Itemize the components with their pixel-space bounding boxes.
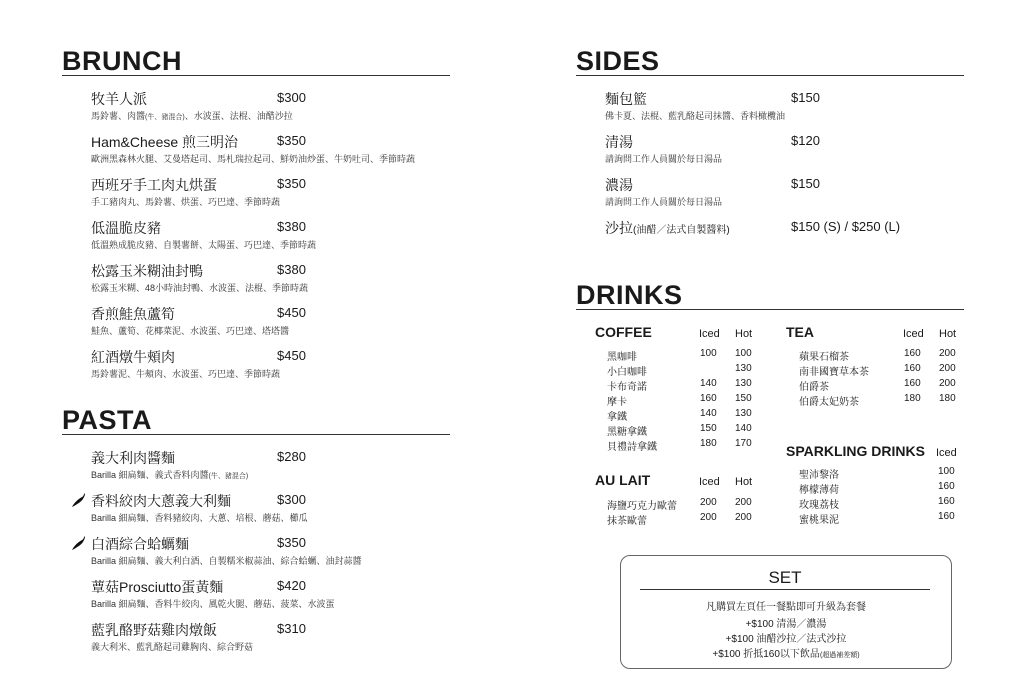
drink-name: 摩卡 <box>607 397 627 408</box>
item-name: 白酒綜合蛤蠣麵 <box>91 536 189 552</box>
item-price: $450 <box>277 305 306 320</box>
item-desc: 手工豬肉丸、馬鈴薯、烘蛋、巧巴達、季節時蔬 <box>91 197 281 207</box>
item-desc: 歐洲黑森林火腿、艾曼塔起司、馬札瑞拉起司、鮮奶油炒蛋、牛奶吐司、季節時蔬 <box>91 154 416 164</box>
drink-name: 玫瑰荔枝 <box>799 500 839 511</box>
drink-name: 南非國寶草本茶 <box>799 367 869 378</box>
drink-iced-price: 100 <box>938 466 955 477</box>
item-price: $350 <box>277 176 306 191</box>
item-desc: 請詢問工作人員關於每日湯品 <box>605 197 723 207</box>
item-price: $420 <box>277 578 306 593</box>
item-name: 牧羊人派 <box>91 91 147 107</box>
drink-iced-price: 200 <box>700 512 717 523</box>
item-name: 麵包籃 <box>605 91 647 107</box>
drink-hot-price: 200 <box>939 378 956 389</box>
item-name: 低溫脆皮豬 <box>91 220 161 236</box>
item-price: $380 <box>277 262 306 277</box>
item-desc: 佛卡夏、法棍、藍乳酪起司抹醬、香料橄欖油 <box>605 111 786 121</box>
drink-iced-price: 160 <box>904 363 921 374</box>
drink-iced-price: 160 <box>938 481 955 492</box>
item-price: $280 <box>277 449 306 464</box>
drink-hot-price: 150 <box>735 393 752 404</box>
item-price: $150 (S) / $250 (L) <box>791 219 901 234</box>
item-price: $300 <box>277 90 306 105</box>
item-name: 松露玉米糊油封鴨 <box>91 263 203 279</box>
drink-iced-price: 160 <box>938 496 955 507</box>
drink-name: 小白咖啡 <box>607 367 647 378</box>
drink-hot-price: 200 <box>735 512 752 523</box>
coffee-hot-header: Hot <box>735 328 753 340</box>
drink-name: 伯爵茶 <box>799 382 829 393</box>
drink-hot-price: 130 <box>735 363 752 374</box>
drink-hot-price: 130 <box>735 378 752 389</box>
tea-title: TEA <box>786 324 814 340</box>
drink-iced-price: 100 <box>700 348 717 359</box>
drink-name: 蘋果石榴茶 <box>799 352 849 363</box>
tea-hot-header: Hot <box>939 328 957 340</box>
set-title: SET <box>640 567 930 590</box>
item-name: 香料絞肉大蔥義大利麵 <box>91 493 231 509</box>
item-desc: 馬鈴薯、肉醬(牛、豬混合)、水波蛋、法棍、油醋沙拉 <box>91 111 293 121</box>
item-name: 義大利肉醬麵 <box>91 450 175 466</box>
item-desc: Barilla 細扁麵、義大利白酒、自製糯米椒蒜油、綜合蛤蠣、油封蒜醬 <box>91 556 362 566</box>
item-price: $450 <box>277 348 306 363</box>
item-desc: 低溫熟成脆皮豬、自製薯餅、太陽蛋、巧巴達、季節時蔬 <box>91 240 317 250</box>
au-lait-hot-header: Hot <box>735 476 753 488</box>
item-price: $380 <box>277 219 306 234</box>
item-desc: 義大利米、藍乳酪起司雞胸肉、綜合野菇 <box>91 642 254 652</box>
drink-iced-price: 200 <box>700 497 717 508</box>
drink-iced-price: 160 <box>904 348 921 359</box>
set-option: +$100 折抵160以下飲品(超過補差額) <box>712 649 860 660</box>
item-desc: Barilla 細扁麵、香料豬絞肉、大蔥、培根、蘑菇、櫛瓜 <box>91 513 308 523</box>
drink-hot-price: 140 <box>735 423 752 434</box>
item-name: Ham&Cheese 煎三明治 <box>91 134 239 150</box>
set-intro: 凡購買左頁任一餐點即可升級為套餐 <box>706 602 866 613</box>
drink-hot-price: 130 <box>735 408 752 419</box>
brunch-title: BRUNCH <box>62 47 450 76</box>
drink-hot-price: 170 <box>735 438 752 449</box>
coffee-iced-header: Iced <box>699 328 720 340</box>
drink-name: 黑糖拿鐵 <box>607 427 647 438</box>
item-price: $350 <box>277 133 306 148</box>
item-name: 濃湯 <box>605 177 633 193</box>
item-name: 沙拉(油醋／法式自製醬料) <box>605 220 730 236</box>
chili-pepper-icon <box>71 492 87 508</box>
drink-name: 蜜桃果泥 <box>799 515 839 526</box>
item-price: $350 <box>277 535 306 550</box>
drink-name: 黑咖啡 <box>607 352 637 363</box>
au-lait-iced-header: Iced <box>699 476 720 488</box>
drink-iced-price: 160 <box>938 511 955 522</box>
item-desc: Barilla 細扁麵、香料牛絞肉、風乾火腿、蘑菇、菠菜、水波蛋 <box>91 599 335 609</box>
sparkling-title: SPARKLING DRINKS <box>786 443 925 459</box>
item-desc: Barilla 細扁麵、義式香料肉醬(牛、豬混合) <box>91 470 249 480</box>
drink-hot-price: 200 <box>939 348 956 359</box>
drink-iced-price: 160 <box>904 378 921 389</box>
drink-iced-price: 140 <box>700 378 717 389</box>
drink-name: 伯爵太妃奶茶 <box>799 397 859 408</box>
drink-name: 抹茶歐蕾 <box>607 516 647 527</box>
drink-iced-price: 150 <box>700 423 717 434</box>
drink-iced-price: 180 <box>700 438 717 449</box>
item-name: 清湯 <box>605 134 633 150</box>
item-price: $310 <box>277 621 306 636</box>
chili-pepper-icon <box>71 535 87 551</box>
item-price: $300 <box>277 492 306 507</box>
tea-iced-header: Iced <box>903 328 924 340</box>
drink-hot-price: 200 <box>939 363 956 374</box>
item-price: $120 <box>791 133 820 148</box>
drink-name: 聖沛黎洛 <box>799 470 839 481</box>
drink-iced-price: 160 <box>700 393 717 404</box>
item-price: $150 <box>791 176 820 191</box>
drink-name: 海鹽巧克力歐蕾 <box>607 501 677 512</box>
item-price: $150 <box>791 90 820 105</box>
item-name: 藍乳酪野菇雞肉燉飯 <box>91 622 217 638</box>
item-desc: 松露玉米糊、48小時油封鴨、水波蛋、法棍、季節時蔬 <box>91 283 309 293</box>
set-option: +$100 清湯／濃湯 <box>745 619 827 630</box>
drink-hot-price: 200 <box>735 497 752 508</box>
pasta-title: PASTA <box>62 406 450 435</box>
drink-name: 檸檬薄荷 <box>799 485 839 496</box>
drink-iced-price: 140 <box>700 408 717 419</box>
drink-name: 卡布奇諾 <box>607 382 647 393</box>
sparkling-iced-header: Iced <box>936 447 957 459</box>
item-desc: 請詢問工作人員關於每日湯品 <box>605 154 723 164</box>
drink-hot-price: 180 <box>939 393 956 404</box>
set-option: +$100 油醋沙拉／法式沙拉 <box>725 634 847 645</box>
item-name: 紅酒燉牛頰肉 <box>91 349 175 365</box>
drink-iced-price: 180 <box>904 393 921 404</box>
item-name: 西班牙手工肉丸烘蛋 <box>91 177 217 193</box>
item-desc: 馬鈴薯泥、牛頰肉、水波蛋、巧巴達、季節時蔬 <box>91 369 281 379</box>
au-lait-title: AU LAIT <box>595 472 651 488</box>
item-name: 蕈菇Prosciutto蛋黃麵 <box>91 579 224 595</box>
drink-name: 拿鐵 <box>607 412 627 423</box>
drinks-title: DRINKS <box>576 281 964 310</box>
coffee-title: COFFEE <box>595 324 652 340</box>
drink-hot-price: 100 <box>735 348 752 359</box>
item-name: 香煎鮭魚蘆筍 <box>91 306 175 322</box>
item-desc: 鮭魚、蘆筍、花椰菜泥、水波蛋、巧巴達、塔塔醬 <box>91 326 290 336</box>
drink-name: 貝禮詩拿鐵 <box>607 442 657 453</box>
sides-title: SIDES <box>576 47 964 76</box>
